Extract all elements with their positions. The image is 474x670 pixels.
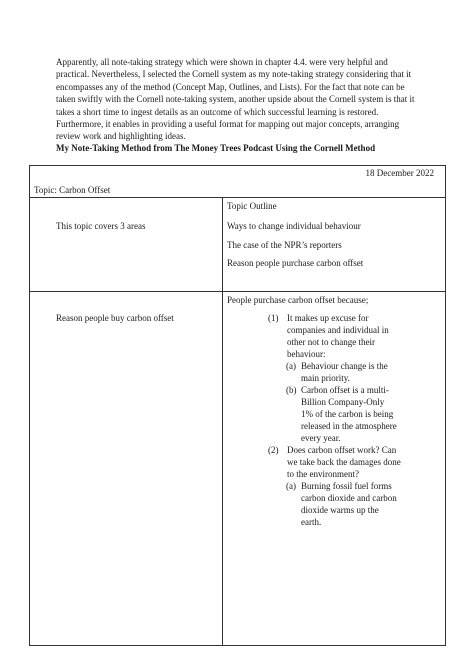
- notes-q2a-text: Burning fossil fuel forms carbon dioxide and carbon dioxide warms up the earth.: [301, 481, 397, 527]
- notes-q1a-text: Behaviour change is the main priority.: [301, 361, 388, 383]
- table-border-bottom: [29, 645, 446, 646]
- outline-item-1: Ways to change individual behaviour: [227, 221, 361, 231]
- intro-paragraph: Apparently, all note-taking strategy which were shown in chapter 4.4. were very helpful and practical. Nevertheless, I selected the Cornell system as my note-taking strategy considering that it encompasses any of the method (Concept Map, Outlines, and Lists). For the fact that note can be taken swiftly with the Cornell note-taking system, another upside about the Cornell system is that it takes a short time to ingest details as an outcome of which successful learning is restored. Furthermore, it enables in providing a useful format for mapping out major concepts, arranging review work and highlighting ideas.: [56, 57, 415, 142]
- notes-q2-text: Does carbon offset work? Can we take back the damages done to the environment?: [287, 445, 401, 479]
- table-divider-2: [29, 291, 446, 292]
- outline-item-3: Reason people purchase carbon offset: [227, 258, 364, 268]
- notes-q1b-number: (b): [286, 385, 297, 395]
- table-border-top: [29, 165, 446, 166]
- table-border-right: [445, 165, 446, 646]
- table-topic: Topic: Carbon Offset: [34, 185, 111, 195]
- cue-covers-areas: This topic covers 3 areas: [56, 221, 146, 231]
- notes-q2a-number: (a): [286, 481, 296, 491]
- notes-q1b-text: Carbon offset is a multi-Billion Company-Only 1% of the carbon is being released in the atmosphere every year.: [301, 385, 397, 443]
- cue-reason-buy: Reason people buy carbon offset: [56, 313, 174, 323]
- outline-title: Topic Outline: [227, 201, 277, 211]
- table-date: 18 December 2022: [365, 168, 434, 178]
- table-column-divider: [222, 197, 223, 646]
- notes-q1a-number: (a): [286, 361, 296, 371]
- section-heading: My Note-Taking Method from The Money Trees Podcast Using the Cornell Method: [56, 143, 376, 153]
- table-divider-1: [29, 197, 446, 198]
- notes-q1-text: It makes up excuse for companies and individual in other not to change their behaviour:: [287, 313, 389, 359]
- notes-q1-number: (1): [268, 313, 279, 323]
- table-border-left: [29, 165, 30, 646]
- outline-item-2: The case of the NPR’s reporters: [227, 240, 342, 250]
- notes-q2-number: (2): [268, 445, 279, 455]
- notes-intro: People purchase carbon offset because;: [227, 295, 369, 305]
